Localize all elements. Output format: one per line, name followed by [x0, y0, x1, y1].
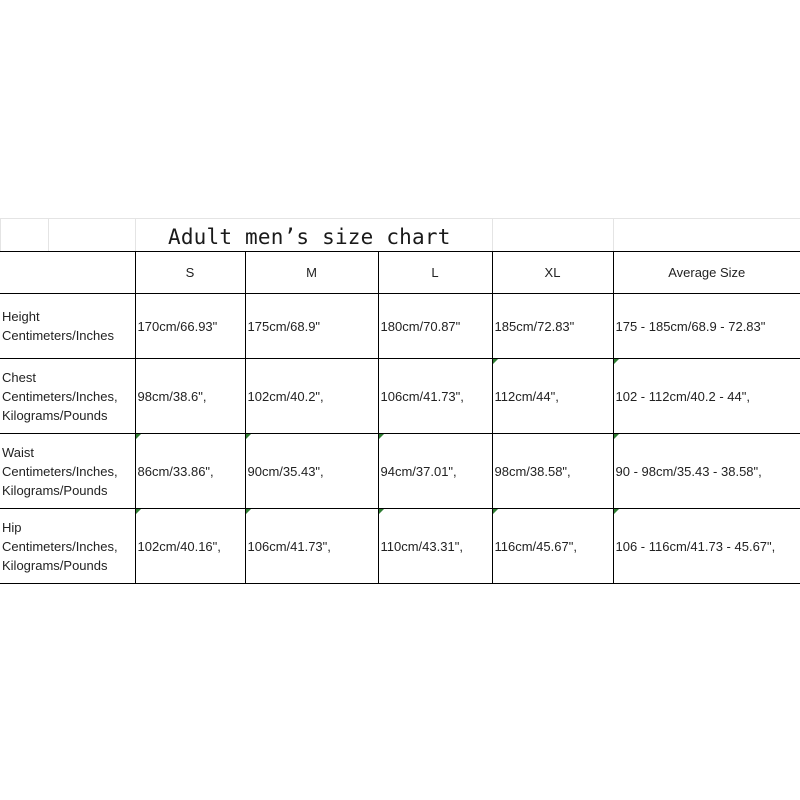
table-cell[interactable] [378, 434, 492, 509]
table-cell[interactable] [378, 509, 492, 584]
cell-marker [136, 509, 141, 514]
header-cell-empty[interactable] [0, 252, 135, 294]
row-label-hip[interactable] [0, 509, 135, 584]
cell-text: 116cm/45.67", [494, 538, 577, 554]
row-label-line: Centimeters/Inches, [2, 463, 118, 479]
cell-marker [614, 509, 619, 514]
cell-text: 90 - 98cm/35.43 - 38.58", [615, 463, 762, 479]
table-cell[interactable]: 98cm/38.6", [135, 359, 245, 434]
row-label-line: Centimeters/Inches, [2, 538, 118, 554]
cell-text: 86cm/33.86", [137, 463, 214, 479]
cell-marker [379, 434, 384, 439]
header-cell-xl[interactable]: XL [492, 252, 613, 294]
table-cell[interactable] [135, 434, 245, 509]
table-cell[interactable] [613, 434, 800, 509]
cell-text: 110cm/43.31", [380, 538, 463, 554]
cell-text: 106cm/41.73", [247, 538, 331, 554]
row-label-line: Kilograms/Pounds [2, 482, 108, 498]
row-label-waist[interactable] [0, 434, 135, 509]
grid-line [48, 219, 49, 251]
table-cell[interactable]: 175 - 185cm/68.9 - 72.83" [613, 294, 800, 359]
size-table [0, 251, 800, 584]
table-cell[interactable] [245, 509, 378, 584]
size-chart-sheet [0, 218, 800, 584]
grid-line [135, 219, 136, 251]
cell-text: 112cm/44", [494, 388, 559, 404]
table-cell[interactable]: 175cm/68.9" [245, 294, 378, 359]
table-cell[interactable] [613, 509, 800, 584]
row-label-line: Centimeters/Inches [2, 328, 114, 343]
table-cell[interactable]: 106cm/41.73", [378, 359, 492, 434]
table-cell[interactable] [492, 509, 613, 584]
row-label-line: Chest [2, 369, 36, 385]
cell-marker [493, 509, 498, 514]
table-row-height [0, 294, 800, 359]
cell-text: 90cm/35.43", [247, 463, 324, 479]
row-label-line: Centimeters/Inches, [2, 388, 118, 404]
row-label-line: Kilograms/Pounds [2, 407, 108, 423]
title-row [0, 218, 800, 251]
cell-marker [246, 509, 251, 514]
header-row [0, 252, 800, 294]
table-cell[interactable]: 180cm/70.87" [378, 294, 492, 359]
table-row-chest [0, 359, 800, 434]
page-title: Adult men’s size chart [168, 225, 451, 249]
table-cell[interactable] [135, 509, 245, 584]
row-label-line: Hip [2, 519, 22, 535]
table-cell[interactable] [613, 359, 800, 434]
cell-marker [614, 359, 619, 364]
cell-text: 106 - 116cm/41.73 - 45.67", [615, 538, 776, 554]
cell-marker [136, 434, 141, 439]
header-cell-l[interactable]: L [378, 252, 492, 294]
table-cell[interactable]: 170cm/66.93" [135, 294, 245, 359]
grid-line [492, 219, 493, 251]
cell-text: 102cm/40.16", [137, 538, 221, 554]
grid-line [0, 219, 1, 251]
table-cell[interactable]: 102cm/40.2", [245, 359, 378, 434]
table-cell[interactable] [245, 434, 378, 509]
header-cell-m[interactable]: M [245, 252, 378, 294]
row-label-chest[interactable] [0, 359, 135, 434]
row-label-line: Waist [2, 444, 35, 460]
table-row-hip [0, 509, 800, 584]
table-cell[interactable] [492, 359, 613, 434]
cell-marker [493, 359, 498, 364]
cell-marker [614, 434, 619, 439]
grid-line [613, 219, 614, 251]
header-cell-average-size[interactable]: Average Size [613, 252, 800, 294]
table-cell[interactable]: 185cm/72.83" [492, 294, 613, 359]
row-label-height[interactable] [0, 294, 135, 359]
cell-text: 102 - 112cm/40.2 - 44", [615, 388, 750, 404]
header-cell-s[interactable]: S [135, 252, 245, 294]
table-cell[interactable]: 98cm/38.58", [492, 434, 613, 509]
row-label-line: Height [2, 309, 40, 324]
row-label-line: Kilograms/Pounds [2, 557, 108, 573]
table-row-waist [0, 434, 800, 509]
cell-marker [246, 434, 251, 439]
cell-marker [379, 509, 384, 514]
cell-text: 94cm/37.01", [380, 463, 457, 479]
